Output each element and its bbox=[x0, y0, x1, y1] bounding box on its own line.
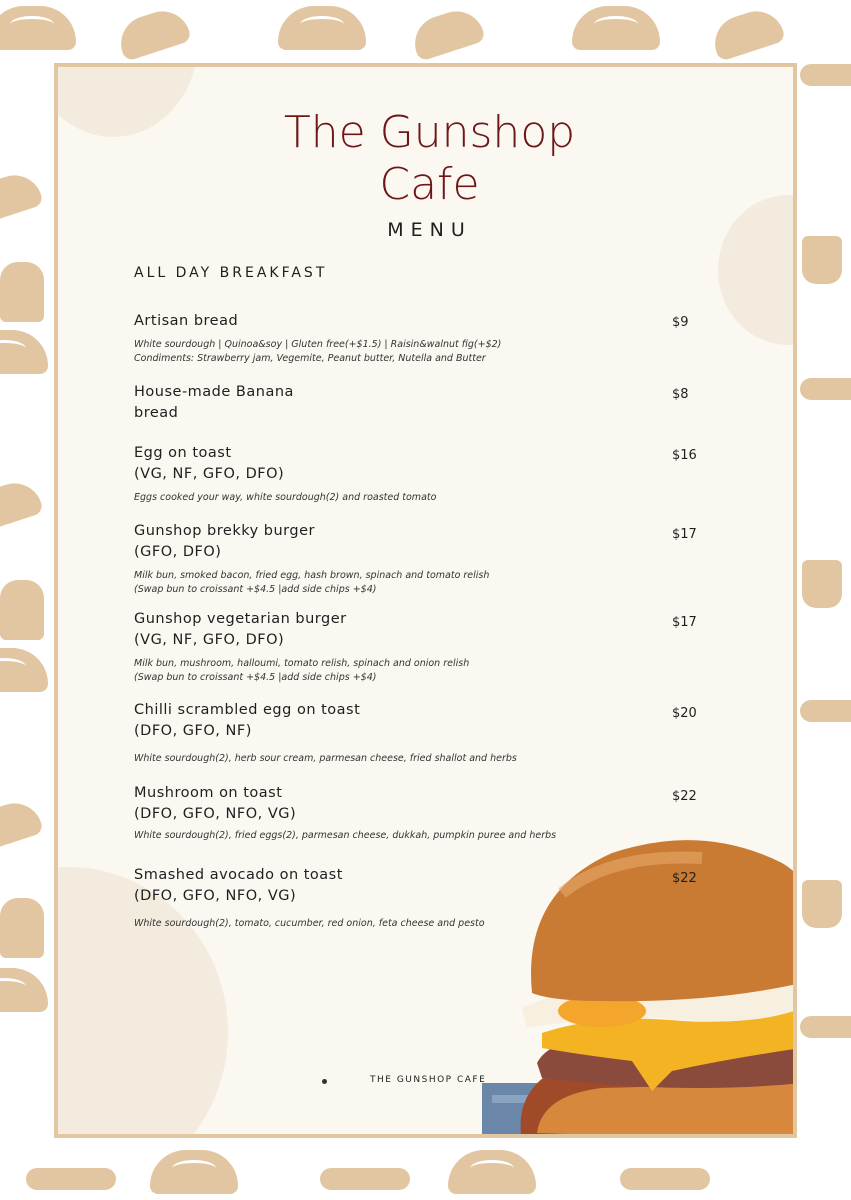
baguette-icon bbox=[26, 1168, 116, 1190]
menu-heading: MENU bbox=[387, 219, 472, 241]
cafe-title-line2: Cafe bbox=[379, 159, 480, 210]
item-description: White sourdough(2), fried eggs(2), parmesan cheese, dukkah, pumpkin puree and herbs bbox=[134, 830, 557, 841]
item-price: $9 bbox=[672, 315, 689, 330]
item-name-line: Gunshop brekky burger bbox=[134, 523, 315, 539]
item-allergen-tags: (DFO, GFO, NFO, VG) bbox=[134, 806, 297, 822]
bread-loaf-icon bbox=[0, 580, 44, 640]
item-allergen-tags: (DFO, GFO, NF) bbox=[134, 723, 252, 739]
footer-dot bbox=[322, 1079, 327, 1084]
menu-item bbox=[134, 443, 734, 505]
bun-icon bbox=[0, 968, 48, 1012]
croissant-icon bbox=[0, 796, 44, 854]
item-price: $16 bbox=[672, 448, 697, 463]
item-name bbox=[134, 609, 734, 651]
croissant-icon bbox=[408, 4, 486, 62]
footer-text: THE GUNSHOP CAFE bbox=[370, 1075, 487, 1085]
item-allergen-tags: (VG, NF, GFO, DFO) bbox=[134, 632, 285, 648]
bun-icon bbox=[150, 1150, 238, 1194]
menu-item bbox=[134, 521, 734, 597]
item-description-line: White sourdough | Quinoa&soy | Gluten free(+$1.5) | Raisin&walnut fig(+$2) bbox=[134, 339, 502, 350]
croissant-icon bbox=[114, 4, 192, 62]
item-description bbox=[134, 338, 734, 366]
bread-loaf-icon bbox=[0, 898, 44, 958]
baguette-icon bbox=[800, 64, 851, 86]
item-allergen-tags: (GFO, DFO) bbox=[134, 544, 222, 560]
item-description-line: Milk bun, mushroom, halloumi, tomato relish, spinach and onion relish bbox=[134, 658, 470, 669]
item-name: Artisan bread bbox=[134, 313, 239, 329]
cup-icon bbox=[802, 236, 842, 284]
menu-item bbox=[134, 609, 734, 685]
baguette-icon bbox=[800, 1016, 851, 1038]
item-name bbox=[134, 521, 734, 563]
item-allergen-tags: (VG, NF, GFO, DFO) bbox=[134, 466, 285, 482]
item-description-line: Milk bun, smoked bacon, fried egg, hash brown, spinach and tomato relish bbox=[134, 570, 490, 581]
croissant-icon bbox=[0, 168, 44, 226]
item-name-line: Gunshop vegetarian burger bbox=[134, 611, 347, 627]
menu-card bbox=[54, 63, 797, 1138]
item-name-line: bread bbox=[134, 405, 179, 421]
item-name-line: Chilli scrambled egg on toast bbox=[134, 702, 361, 718]
item-description bbox=[134, 569, 734, 597]
item-description-line: (Swap bun to croissant +$4.5 |add side chips +$4) bbox=[134, 584, 377, 595]
item-name bbox=[134, 382, 734, 424]
item-name-line: Mushroom on toast bbox=[134, 785, 283, 801]
baguette-icon bbox=[320, 1168, 410, 1190]
item-description: White sourdough(2), herb sour cream, parmesan cheese, fried shallot and herbs bbox=[134, 753, 517, 764]
cafe-title bbox=[58, 107, 797, 211]
breakfast-burger-photo bbox=[482, 833, 797, 1138]
item-name bbox=[134, 783, 734, 825]
bun-icon bbox=[0, 648, 48, 692]
menu-item bbox=[134, 382, 734, 424]
item-description-line: Condiments: Strawberry jam, Vegemite, Peanut butter, Nutella and Butter bbox=[134, 353, 486, 364]
item-description: Eggs cooked your way, white sourdough(2) and roasted tomato bbox=[134, 492, 437, 503]
item-name-line: Egg on toast bbox=[134, 445, 232, 461]
bun-icon bbox=[278, 6, 366, 50]
item-name bbox=[134, 443, 734, 485]
item-price: $22 bbox=[672, 871, 697, 886]
item-allergen-tags: (DFO, GFO, NFO, VG) bbox=[134, 888, 297, 904]
cup-icon bbox=[802, 560, 842, 608]
item-price: $17 bbox=[672, 615, 697, 630]
menu-item bbox=[134, 311, 734, 366]
baguette-icon bbox=[800, 378, 851, 400]
bun-icon bbox=[0, 6, 76, 50]
cup-icon bbox=[802, 880, 842, 928]
bun-icon bbox=[0, 330, 48, 374]
baguette-icon bbox=[800, 700, 851, 722]
item-name bbox=[134, 700, 734, 742]
section-heading: ALL DAY BREAKFAST bbox=[134, 265, 328, 281]
bun-icon bbox=[448, 1150, 536, 1194]
croissant-icon bbox=[708, 4, 786, 62]
croissant-icon bbox=[0, 476, 44, 534]
item-description bbox=[134, 657, 734, 685]
item-name-line: Smashed avocado on toast bbox=[134, 867, 343, 883]
item-name-line: House-made Banana bbox=[134, 384, 294, 400]
bun-icon bbox=[572, 6, 660, 50]
baguette-icon bbox=[620, 1168, 710, 1190]
item-price: $17 bbox=[672, 527, 697, 542]
menu-item bbox=[134, 700, 734, 766]
item-price: $22 bbox=[672, 789, 697, 804]
item-description: White sourdough(2), tomato, cucumber, red onion, feta cheese and pesto bbox=[134, 918, 485, 929]
item-price: $20 bbox=[672, 706, 697, 721]
bread-loaf-icon bbox=[0, 262, 44, 322]
item-description-line: (Swap bun to croissant +$4.5 |add side chips +$4) bbox=[134, 672, 377, 683]
item-price: $8 bbox=[672, 387, 689, 402]
cafe-title-line1: The Gunshop bbox=[283, 107, 576, 158]
